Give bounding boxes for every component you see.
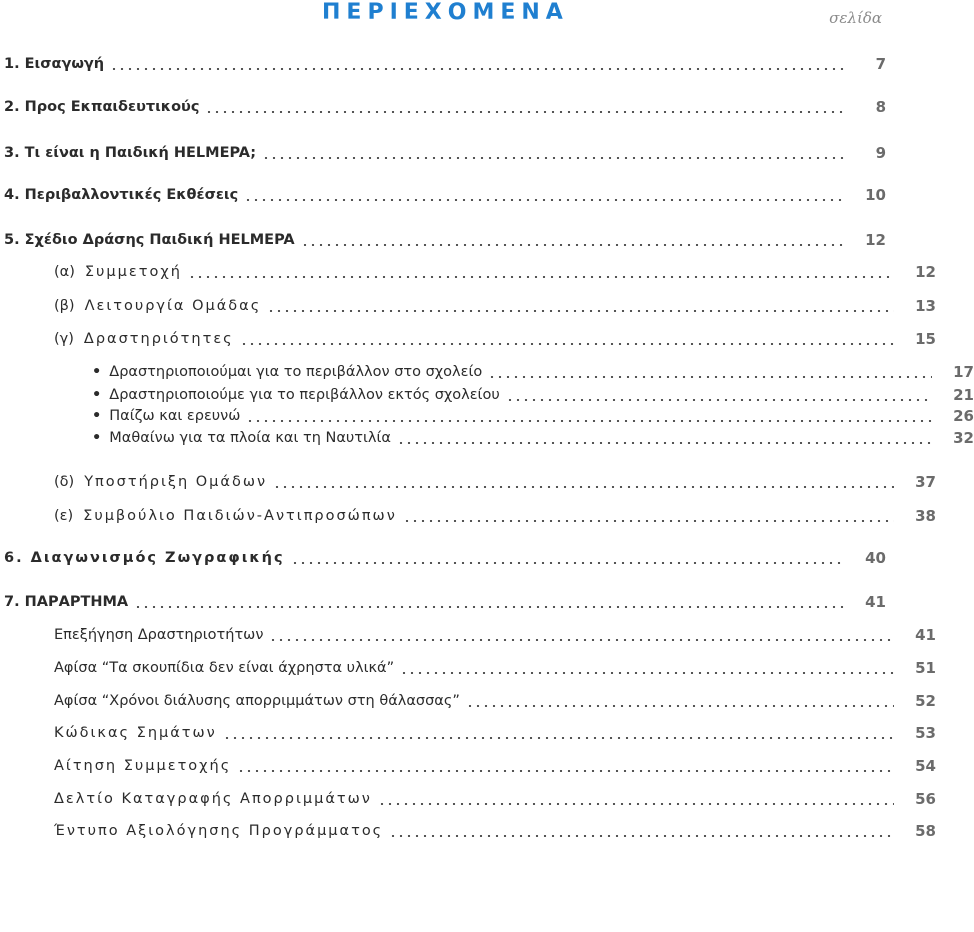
dot-leader [237, 770, 894, 772]
dot-leader [269, 639, 894, 641]
toc-entry[interactable] [0, 95, 886, 119]
toc-entry-bullet: • [92, 364, 102, 380]
toc-entry-page: 10 [865, 186, 886, 204]
dot-leader [267, 310, 894, 312]
page-title: ΠΕΡΙΕΧΟΜΕΝΑ [322, 0, 569, 25]
toc-entry-label: Αίτηση Συμμετοχής [54, 758, 232, 774]
toc-entry-prefix: (γ) [54, 331, 74, 347]
toc-entry-page: 17 [953, 363, 974, 381]
toc-entry[interactable] [0, 294, 936, 318]
toc-entry-page: 52 [915, 692, 936, 710]
dot-leader [240, 343, 894, 345]
dot-leader [134, 606, 844, 608]
toc-entry[interactable] [0, 504, 936, 528]
toc-entry-label: Παίζω και ερευνώ [109, 408, 241, 424]
toc-entry[interactable] [0, 404, 974, 428]
dot-leader [205, 111, 844, 113]
toc-entry-page: 21 [953, 386, 974, 404]
toc-entry-page: 13 [915, 297, 936, 315]
toc-entry-label: Συμμετοχή [84, 264, 182, 280]
toc-entry-page: 58 [915, 822, 936, 840]
toc-entry-prefix: (ε) [54, 508, 74, 524]
dot-leader [378, 803, 894, 805]
toc-entry-page: 53 [915, 724, 936, 742]
dot-leader [397, 442, 932, 444]
toc-entry-page: 38 [915, 507, 936, 525]
toc-entry[interactable] [0, 52, 886, 76]
toc-entry-label: Υποστήριξη Ομάδων [84, 474, 268, 490]
toc-entry-page: 37 [915, 473, 936, 491]
toc-entry[interactable] [0, 754, 936, 778]
toc-entry-label: 4. Περιβαλλοντικές Εκθέσεις [4, 187, 239, 203]
toc-entry-page: 41 [915, 626, 936, 644]
toc-entry[interactable] [0, 260, 936, 284]
toc-entry-label: Αφίσα “Τα σκουπίδια δεν είναι άχρηστα υλικά” [54, 660, 395, 676]
dot-leader [403, 520, 894, 522]
toc-entry-bullet: • [92, 387, 102, 403]
toc-entry-page: 12 [865, 231, 886, 249]
toc-entry-label: Δραστηριοποιούμε για το περιβάλλον εκτός σχολείου [109, 387, 500, 403]
toc-entry-page: 54 [915, 757, 936, 775]
toc-entry-prefix: (α) [54, 264, 75, 280]
toc-entry[interactable] [0, 327, 936, 351]
toc-entry-page: 26 [953, 407, 974, 425]
dot-leader [223, 737, 894, 739]
dot-leader [389, 835, 894, 837]
toc-entry[interactable] [0, 360, 974, 384]
toc-entry[interactable] [0, 656, 936, 680]
dot-leader [110, 68, 844, 70]
toc-entry-page: 51 [915, 659, 936, 677]
toc-entry-label: Κώδικας Σημάτων [54, 725, 217, 741]
toc-entry-page: 7 [875, 55, 886, 73]
toc-entry-label: 1. Εισαγωγή [4, 56, 105, 72]
toc-entry-label: 2. Προς Εκπαιδευτικούς [4, 99, 200, 115]
page-column-header: σελίδα [829, 9, 882, 27]
dot-leader [246, 420, 932, 422]
toc-entry-bullet: • [92, 430, 102, 446]
toc-entry-page: 40 [865, 549, 886, 567]
toc-entry-page: 12 [915, 263, 936, 281]
dot-leader [262, 157, 844, 159]
toc-entry-page: 9 [875, 144, 886, 162]
toc-entry-label: 3. Τι είναι η Παιδική HELMEPA; [4, 145, 257, 161]
toc-entry[interactable] [0, 183, 886, 207]
dot-leader [301, 244, 844, 246]
dot-leader [244, 199, 844, 201]
toc-entry[interactable] [0, 470, 936, 494]
toc-entry-label: Συμβούλιο Παιδιών-Αντιπροσώπων [83, 508, 397, 524]
toc-entry-page: 8 [875, 98, 886, 116]
toc-entry-label: 6. Διαγωνισμός Ζωγραφικής [4, 550, 285, 566]
dot-leader [466, 705, 894, 707]
toc-entry-bullet: • [92, 408, 102, 424]
dot-leader [273, 486, 894, 488]
toc-entry-page: 56 [915, 790, 936, 808]
toc-entry-label: Έντυπο Αξιολόγησης Προγράμματος [54, 823, 384, 839]
toc-entry-label: Δελτίο Καταγραφής Απορριμμάτων [54, 791, 372, 807]
toc-entry-page: 41 [865, 593, 886, 611]
dot-leader [506, 399, 932, 401]
toc-entry-label: Επεξήγηση Δραστηριοτήτων [54, 627, 264, 643]
toc-entry-label: Δραστηριοποιούμαι για το περιβάλλον στο σχολείο [109, 364, 483, 380]
toc-entry[interactable] [0, 787, 936, 811]
dot-leader [188, 276, 894, 278]
dot-leader [488, 376, 932, 378]
toc-entry-prefix: (δ) [54, 474, 75, 490]
dot-leader [291, 562, 844, 564]
dot-leader [400, 672, 894, 674]
toc-entry[interactable] [0, 546, 886, 570]
toc-entry-prefix: (β) [54, 298, 75, 314]
toc-entry[interactable] [0, 623, 936, 647]
toc-entry-label: Μαθαίνω για τα πλοία και τη Ναυτιλία [109, 430, 391, 446]
toc-entry-label: Δραστηριότητες [83, 331, 234, 347]
toc-entry[interactable] [0, 590, 886, 614]
toc-entry-label: 7. ΠΑΡΑΡΤΗΜΑ [4, 594, 129, 610]
toc-entry-page: 32 [953, 429, 974, 447]
toc-entry[interactable] [0, 426, 974, 450]
toc-entry[interactable] [0, 721, 936, 745]
toc-entry[interactable] [0, 141, 886, 165]
toc-entry-label: Λειτουργία Ομάδας [84, 298, 262, 314]
toc-entry-page: 15 [915, 330, 936, 348]
toc-entry[interactable] [0, 689, 936, 713]
toc-entry-label: 5. Σχέδιο Δράσης Παιδική HELMEPA [4, 232, 295, 248]
toc-entry[interactable] [0, 819, 936, 843]
toc-entry[interactable] [0, 228, 886, 252]
toc-entry-label: Αφίσα “Χρόνοι διάλυσης απορριμμάτων στη θάλασσας” [54, 693, 460, 709]
